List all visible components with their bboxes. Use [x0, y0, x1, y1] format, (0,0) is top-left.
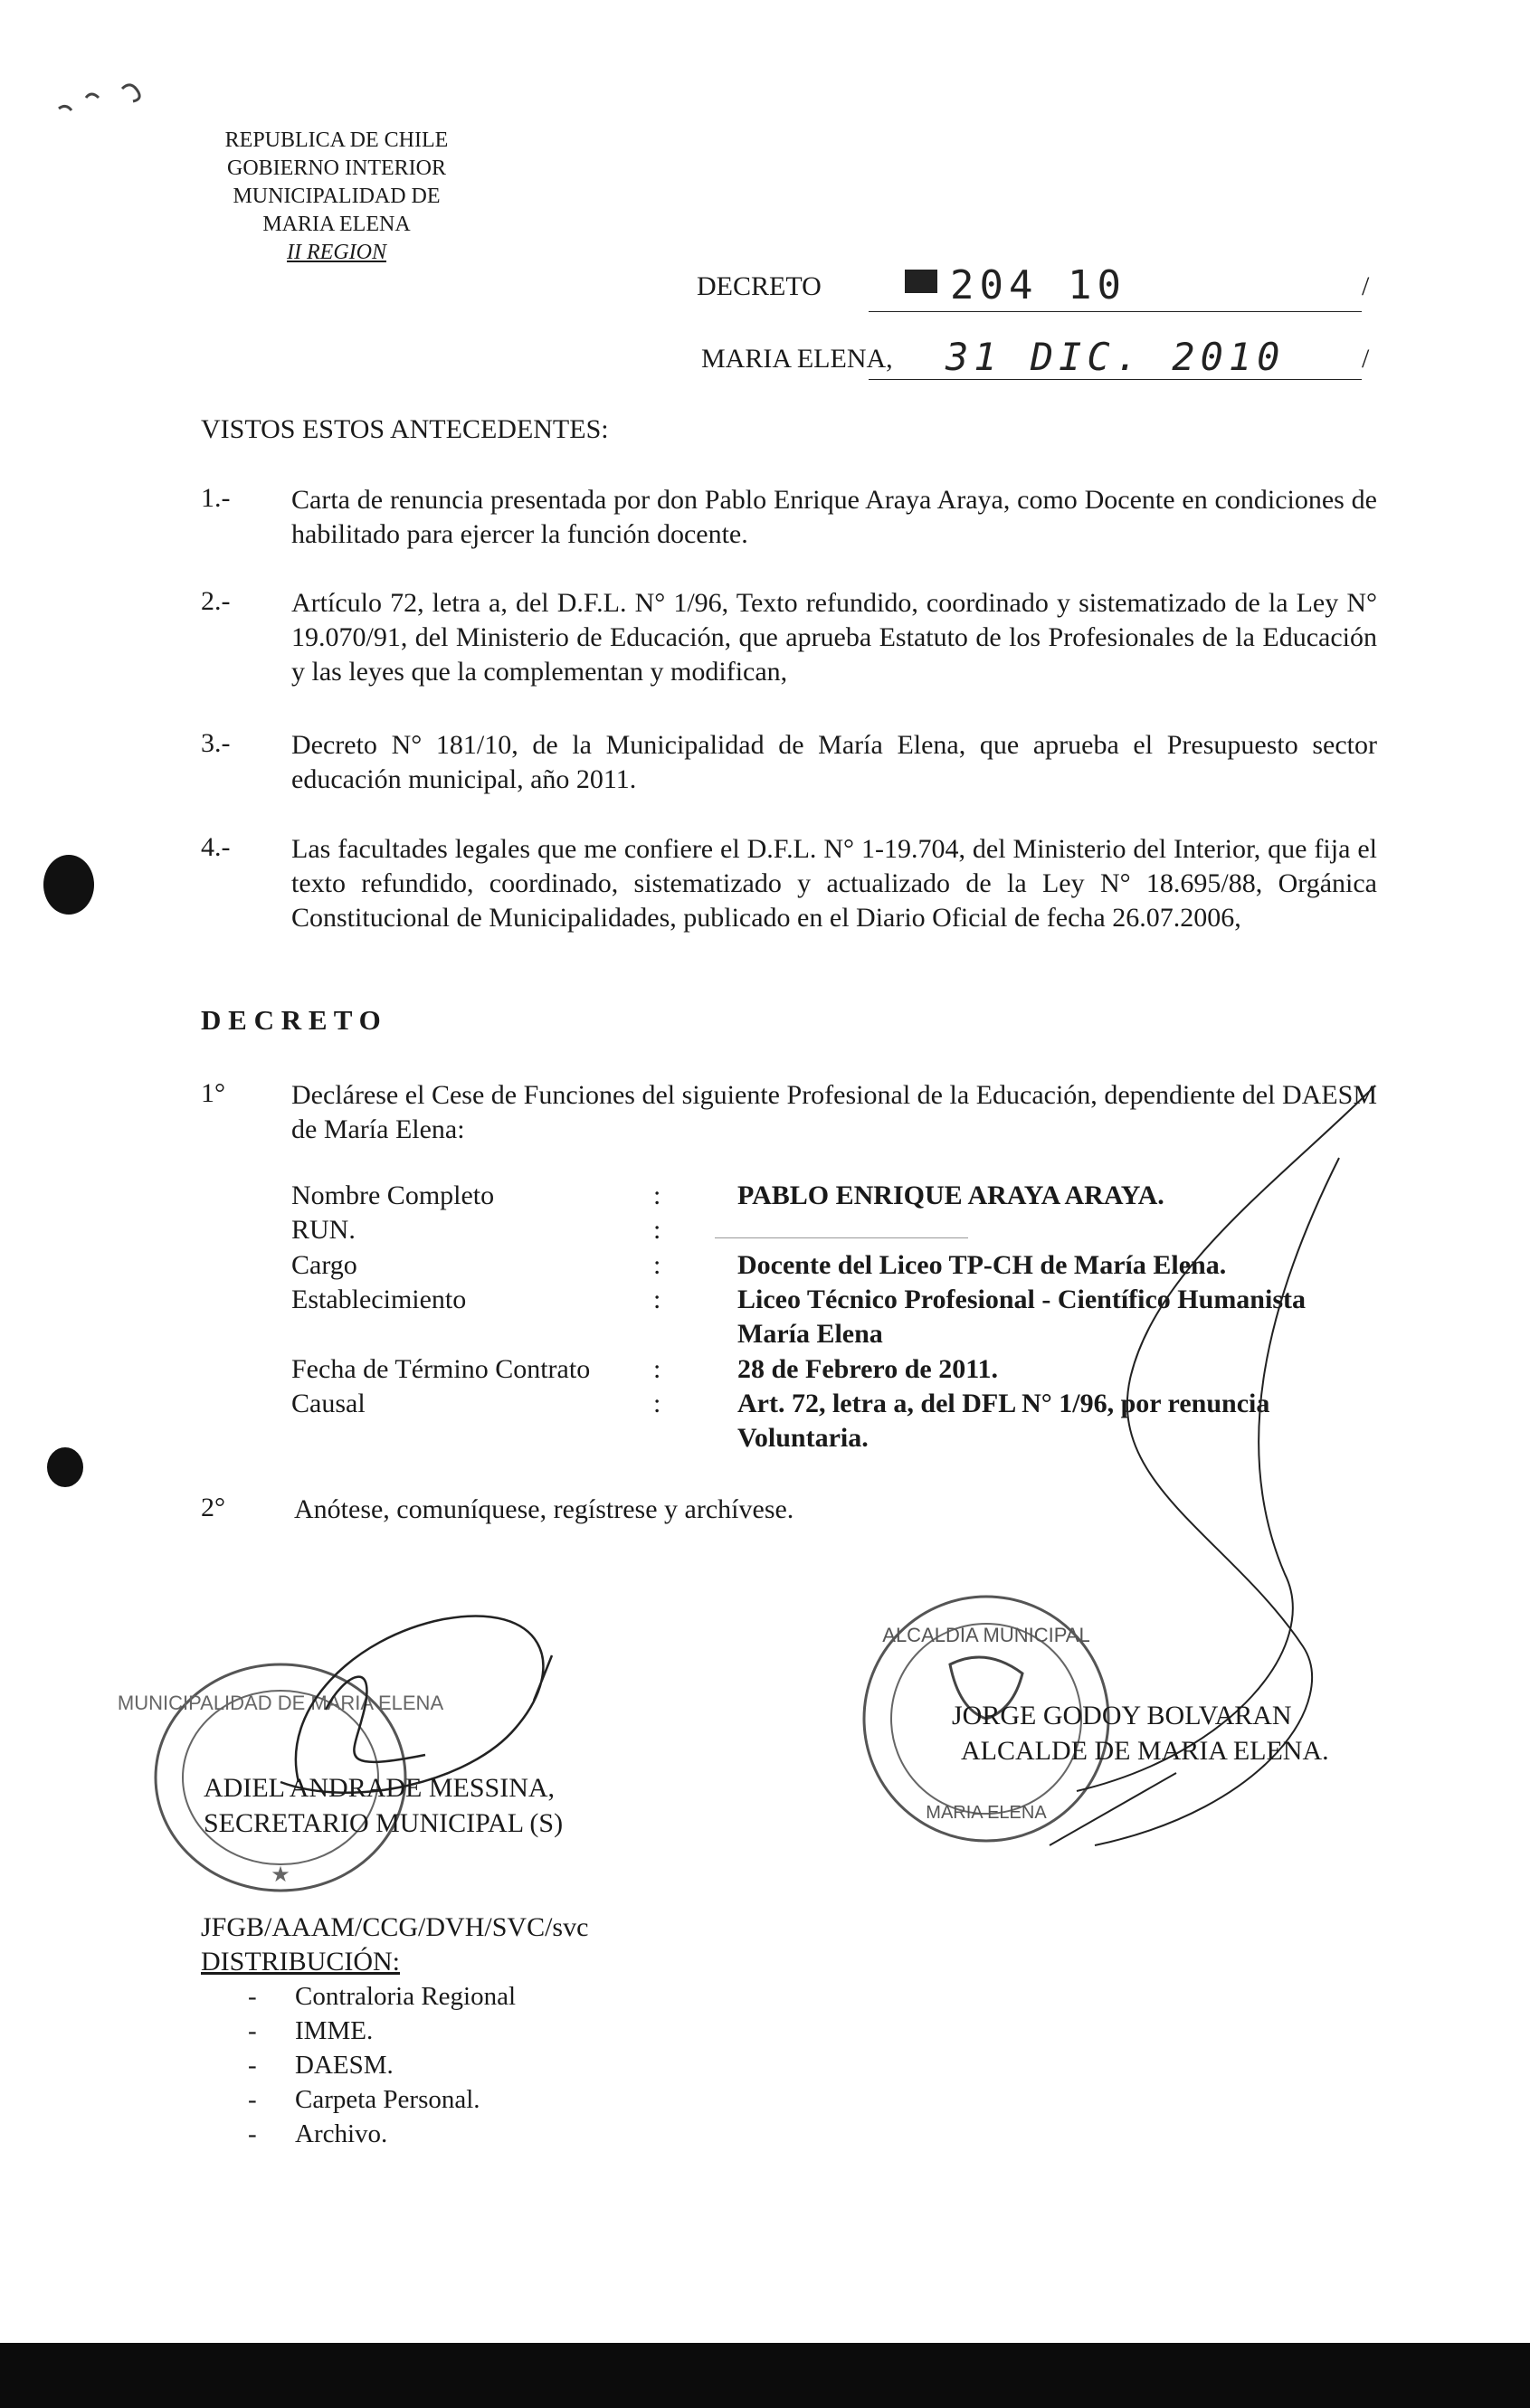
decree-number: 204 10	[950, 262, 1126, 308]
distribution-title: DISTRIBUCIÓN:	[201, 1947, 401, 1977]
item-number: 3.-	[201, 728, 231, 758]
field-separator: :	[653, 1354, 661, 1384]
field-separator: :	[653, 1215, 661, 1245]
stamp-block-icon	[905, 270, 937, 293]
antecedent-text: Carta de renuncia presentada por don Pablo Enrique Araya Araya, como Docente en condiciones de habilitado para ejercer la función docente.	[291, 485, 1377, 549]
letterhead-region: II REGION	[287, 241, 386, 264]
field-label: RUN.	[291, 1215, 356, 1245]
punch-hole-top	[43, 855, 94, 915]
slash: /	[1362, 271, 1370, 301]
article-text: Declárese el Cese de Funciones del siguiente Profesional de la Educación, dependiente del DAESM de María Elena:	[291, 1080, 1377, 1144]
scan-bottom-edge	[0, 2343, 1530, 2408]
distribution-item: - DAESM.	[248, 2051, 394, 2080]
date-stamp: 31 DIC. 2010	[946, 335, 1286, 379]
distribution-item: - Contraloria Regional	[248, 1982, 517, 2011]
field-separator: :	[653, 1389, 661, 1418]
field-value: Liceo Técnico Profesional - Científico Humanista María Elena	[737, 1285, 1306, 1349]
right-signer-title: ALCALDE DE MARIA ELENA.	[961, 1736, 1329, 1766]
item-number: 2.-	[201, 586, 231, 616]
corner-scribble	[50, 72, 158, 127]
decree-heading: D E C R E T O	[201, 1004, 381, 1036]
seal-text-top: ALCALDIA MUNICIPAL	[882, 1624, 1090, 1646]
left-signer-name: ADIEL ANDRADE MESSINA,	[204, 1773, 556, 1803]
initials: JFGB/AAAM/CCG/DVH/SVC/svc	[201, 1912, 589, 1942]
field-label: Causal	[291, 1389, 366, 1418]
field-value: Art. 72, letra a, del DFL N° 1/96, por renuncia Voluntaria.	[737, 1389, 1270, 1453]
field-value: PABLO ENRIQUE ARAYA ARAYA.	[737, 1180, 1164, 1210]
distribution-list	[201, 1979, 516, 2151]
article-text: Anótese, comuníquese, regístrese y archívese.	[294, 1494, 794, 1524]
field-label: Cargo	[291, 1250, 357, 1280]
letterhead	[201, 127, 472, 267]
letterhead-line: REPUBLICA DE CHILE	[224, 128, 449, 152]
article-number: 1°	[201, 1078, 225, 1108]
letterhead-line: GOBIERNO INTERIOR	[227, 156, 446, 180]
antecedent-text: Artículo 72, letra a, del D.F.L. N° 1/96, Texto refundido, coordinado y sistematizado de la Ley N° 19.070/91, del Ministerio de Educación, que aprueba Estatuto de los Profesionales de la Educación y las leyes que la complementan y modifican,	[291, 588, 1377, 687]
item-number: 4.-	[201, 832, 231, 862]
seal-text-bottom: MARIA ELENA	[926, 1803, 1047, 1823]
right-signer-name: JORGE GODOY BOLVARAN	[952, 1701, 1292, 1730]
place-label: MARIA ELENA,	[701, 344, 893, 374]
distribution-item: - IMME.	[248, 2016, 374, 2045]
field-separator: :	[653, 1285, 661, 1314]
antecedent-text: Decreto N° 181/10, de la Municipalidad de María Elena, que aprueba el Presupuesto sector educación municipal, año 2011.	[291, 730, 1377, 794]
distribution-item: - Carpeta Personal.	[248, 2085, 480, 2114]
left-signer-title: SECRETARIO MUNICIPAL (S)	[204, 1808, 564, 1838]
vistos-title: VISTOS ESTOS ANTECEDENTES:	[201, 414, 609, 444]
slash: /	[1362, 344, 1370, 374]
antecedent-text: Las facultades legales que me confiere el D.F.L. N° 1-19.704, del Ministerio del Interior, que fija el texto refundido, coordinado, sistematizado y actualizado de la Ley N° 18.695/88, Orgánica Constitucional de Municipalidades, publicado en el Diario Oficial de fecha 26.07.2006,	[291, 834, 1377, 933]
decree-label: DECRETO	[697, 271, 822, 301]
field-separator: :	[653, 1180, 661, 1210]
distribution-item: - Archivo.	[248, 2119, 388, 2148]
field-label: Nombre Completo	[291, 1180, 495, 1210]
item-number: 1.-	[201, 483, 231, 513]
letterhead-line: MUNICIPALIDAD DE	[233, 185, 441, 208]
letterhead-line: MARIA ELENA	[262, 213, 411, 236]
field-value: 28 de Febrero de 2011.	[737, 1354, 999, 1384]
punch-hole-bottom	[47, 1447, 83, 1487]
seal-text: MUNICIPALIDAD DE MARIA ELENA	[117, 1692, 444, 1714]
article-number: 2°	[201, 1493, 225, 1522]
field-value: Docente del Liceo TP-CH de María Elena.	[737, 1250, 1227, 1280]
field-label: Establecimiento	[291, 1285, 467, 1314]
svg-text:★: ★	[271, 1863, 290, 1887]
redacted-run	[715, 1237, 968, 1238]
field-label: Fecha de Término Contrato	[291, 1354, 591, 1384]
field-separator: :	[653, 1250, 661, 1280]
